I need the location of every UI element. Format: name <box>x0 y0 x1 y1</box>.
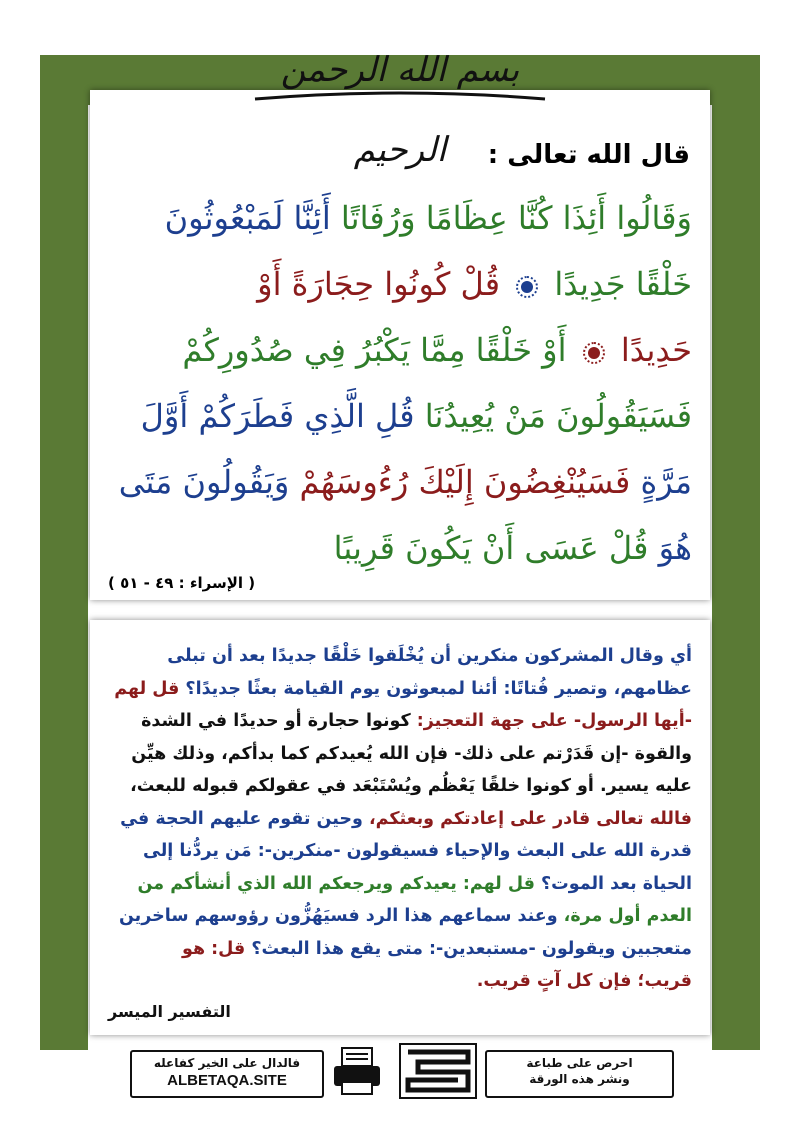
footer-share-note: ونشر هذه الورقة <box>529 1072 630 1086</box>
quran-verse <box>107 185 692 581</box>
tafsir-line <box>107 803 692 836</box>
verse-line-3 <box>107 317 692 383</box>
intro-heading: قال الله تعالى : <box>487 140 690 170</box>
frame-right-bottom <box>712 610 760 1050</box>
footer-right-box <box>485 1050 674 1098</box>
tafsir-segment: قريب؛ فإن كل آتٍ قريب. <box>476 971 692 991</box>
tafsir-segment: قل لهم: يعيدكم ويرجعكم الله الذي أنشأكم من <box>137 873 535 894</box>
verse-segment: حَدِيدًا <box>620 331 692 369</box>
verse-segment: أَوْ خَلْقًا مِمَّا يَكْبُرُ فِي صُدُورِكُمْ <box>182 331 567 369</box>
tafsir-segment: أي وقال المشركون منكرين أن يُخْلَقوا خَلْقًا جديدًا بعد أن تبلى <box>167 646 692 666</box>
tafsir-segment: وعند سماعهم هذا الرد فسيَهُزُّون رؤوسهم ساخرين <box>118 906 558 926</box>
tafsir-segment: قل: هو <box>181 938 246 959</box>
tafsir-line <box>107 933 692 966</box>
verse-segment: قُلْ كُونُوا حِجَارَةً أَوْ <box>257 265 500 303</box>
basmala-flourish-icon <box>250 85 550 105</box>
tafsir-source: التفسير الميسر <box>108 1002 231 1021</box>
footer-print-note: احرص على طباعة <box>526 1056 633 1070</box>
verse-segment: خَلْقًا جَدِيدًا <box>554 265 692 303</box>
tafsir-segment: العدم أول مرة، <box>563 906 692 926</box>
albetaqa-logo-icon <box>398 1042 478 1100</box>
verse-line-6 <box>107 515 692 581</box>
verse-line-2 <box>107 251 692 317</box>
tafsir-line <box>107 770 692 803</box>
tafsir-line <box>107 900 692 933</box>
tafsir-line <box>107 640 692 673</box>
verse-segment: فَسَيُنْغِضُونَ إِلَيْكَ رُءُوسَهُمْ <box>299 463 631 501</box>
footer-bar <box>130 1042 670 1100</box>
verse-segment: هُوَ <box>658 529 692 567</box>
verse-segment: وَقَالُوا أَئِذَا كُنَّا عِظَامًا وَرُفَاتًا <box>340 199 692 237</box>
footer-motto: فالدال على الخير كفاعله <box>153 1056 301 1070</box>
tafsir-segment: وحين تقوم عليهم الحجة في <box>120 808 363 829</box>
tafsir-line <box>107 868 692 901</box>
tafsir-line <box>107 738 692 771</box>
basmala-calligraphy: بسم الله الرحمن الرحيم <box>280 50 520 170</box>
tafsir-segment: -أيها الرسول- على جهة التعجيز: <box>416 711 692 731</box>
verse-line-1 <box>107 185 692 251</box>
verse-segment: مَرَّةٍ <box>640 463 692 501</box>
tafsir-line <box>107 835 692 868</box>
frame-left <box>40 55 88 610</box>
tafsir-segment: فالله تعالى قادر على إعادتكم وبعثكم، <box>369 808 692 829</box>
website-link[interactable]: ALBETAQA.SITE <box>167 1072 287 1089</box>
tafsir-segment: قل لهم <box>114 678 180 699</box>
tafsir-segment: عظامهم، وتصير فُتاتًا: أئنا لمبعوثون يوم القيامة بعثًا جديدًا؟ <box>185 678 692 699</box>
footer-left-box <box>130 1050 324 1098</box>
verse-segment: قُلِ الَّذِي فَطَرَكُمْ أَوَّلَ <box>140 397 415 435</box>
frame-left-bottom <box>40 610 88 1050</box>
tafsir-segment: والقوة -إن قَدَرْتم على ذلك- فإن الله يُعيدكم كما بدأكم، وذلك هيِّن <box>131 743 692 764</box>
tafsir-text <box>107 640 692 998</box>
tafsir-segment: الحياة بعد الموت؟ <box>541 873 692 894</box>
verse-end-marker-icon <box>583 342 605 364</box>
verse-reference: ( الإسراء : ٤٩ - ٥١ ) <box>108 574 256 592</box>
printer-icon <box>328 1042 386 1100</box>
verse-segment: أَئِنَّا لَمَبْعُوثُونَ <box>164 199 331 237</box>
frame-right <box>712 55 760 610</box>
verse-segment: قُلْ عَسَى أَنْ يَكُونَ قَرِيبًا <box>333 529 649 567</box>
tafsir-segment: عليه يسير. أو كونوا خلقًا يَعْظُم ويُسْتَبْعَد في عقولكم قبوله للبعث، <box>130 776 692 796</box>
tafsir-line <box>107 965 692 998</box>
verse-line-5 <box>107 449 692 515</box>
tafsir-line <box>107 705 692 738</box>
verse-segment: وَيَقُولُونَ مَتَى <box>118 463 290 501</box>
tafsir-segment: كونوا حجارة أو حديدًا في الشدة <box>141 711 411 731</box>
verse-end-marker-icon <box>516 276 538 298</box>
verse-line-4 <box>107 383 692 449</box>
tafsir-segment: قدرة الله على البعث والإحياء فسيقولون -منكرين-: مَن يردُّنا إلى <box>142 841 692 861</box>
tafsir-line <box>107 673 692 706</box>
verse-segment: فَسَيَقُولُونَ مَنْ يُعِيدُنَا <box>424 397 692 435</box>
tafsir-segment: متعجبين ويقولون -مستبعدين-: متى يقع هذا البعث؟ <box>251 938 692 959</box>
